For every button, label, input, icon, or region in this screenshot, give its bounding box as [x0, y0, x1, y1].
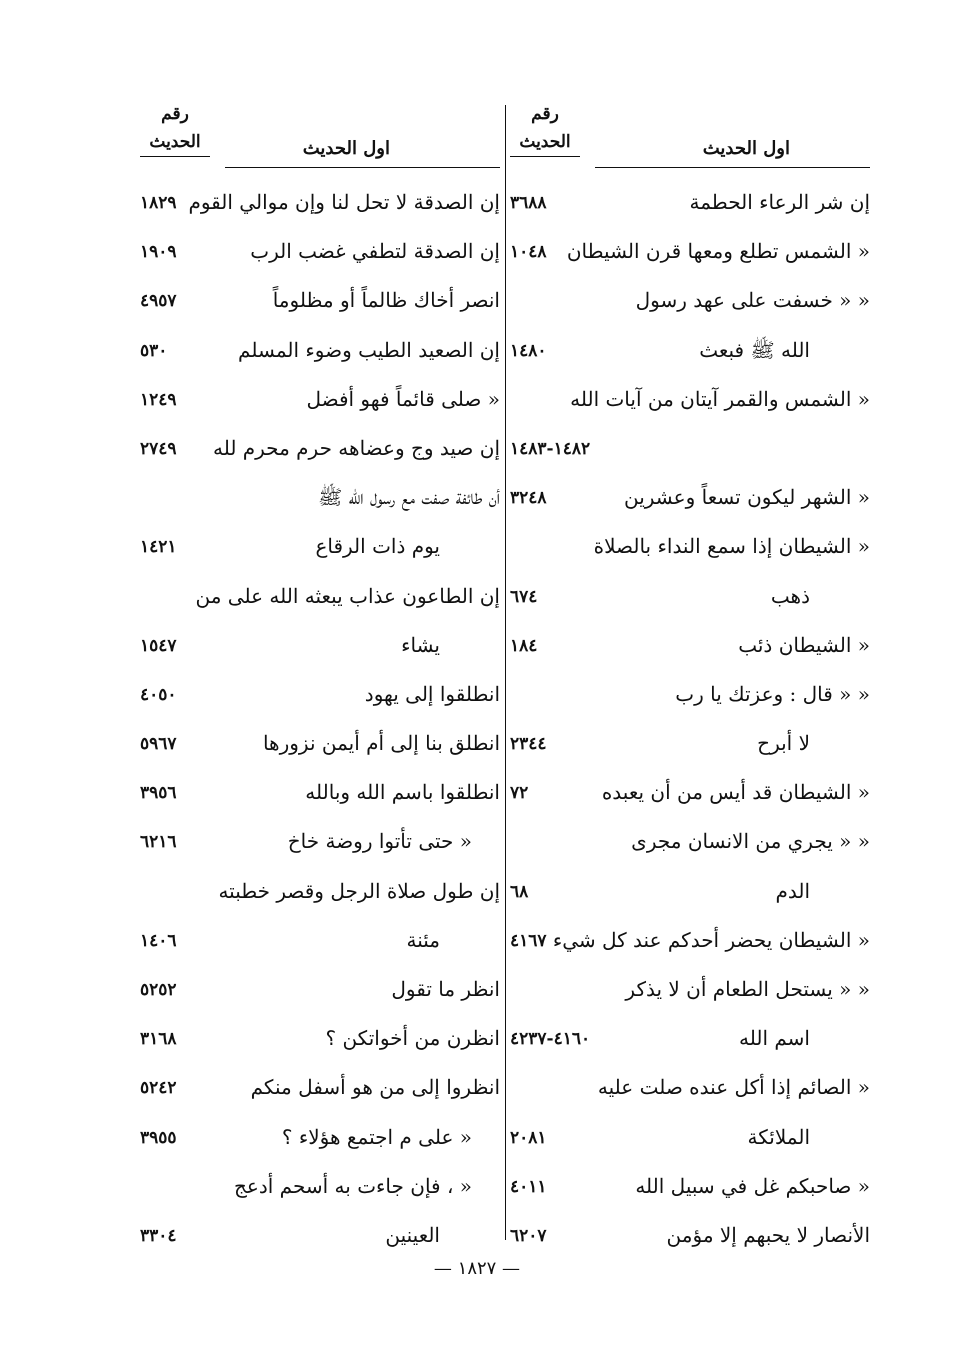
hadith-opening-text: انطلقوا باسم الله وبالله	[305, 780, 500, 805]
hadith-opening-text: « الشهر ليكون تسعاً وعشرين	[623, 485, 870, 510]
hadith-opening-text: « الشيطان يحضر أحدكم عند كل شيء	[552, 927, 870, 952]
hadith-number: ٥٢٤٢	[140, 1078, 177, 1099]
index-entry	[510, 1016, 870, 1065]
hadith-number: ١٥٤٧	[140, 635, 177, 656]
hadith-number: ٦٢١٦	[140, 832, 177, 853]
hadith-opening-text: « صاحبكم غل في سبيل الله	[635, 1173, 870, 1198]
index-entry	[140, 819, 500, 868]
column-header	[510, 100, 870, 180]
hadith-opening-text: « حتى تأتوا روضة خاخ	[287, 829, 472, 854]
index-entry	[510, 475, 870, 524]
column-divider	[505, 105, 506, 1240]
index-entry	[140, 1016, 500, 1065]
hadith-opening-text: انظر ما تقول	[391, 977, 500, 1001]
index-entry	[510, 869, 870, 918]
index-entry	[140, 1065, 500, 1114]
hadith-opening-text: لا أبرح	[757, 731, 810, 756]
index-entry	[510, 623, 870, 672]
hadith-number: ١٨٤	[510, 635, 538, 656]
page-number: — ١٨٢٧ —	[433, 1258, 521, 1279]
hadith-opening-text: انطلقوا إلى يهود	[364, 681, 500, 706]
hadith-opening-text: انصر أخاك ظالماً أو مظلوماً	[272, 288, 500, 313]
index-entry	[140, 1115, 500, 1164]
index-entry	[140, 524, 500, 573]
header-rule	[225, 167, 500, 168]
index-entry	[140, 574, 500, 623]
hadith-number: ١٢٤٩	[140, 389, 177, 410]
hadith-start-heading: اول الحديث	[702, 138, 790, 159]
hadith-opening-text: « الشمس والقمر آيتان من آيات الله	[570, 386, 870, 411]
hadith-number: ١٤٨٢-١٤٨٣	[510, 438, 591, 459]
index-entry	[140, 1213, 500, 1262]
index-entry	[510, 574, 870, 623]
index-entry	[510, 1164, 870, 1213]
index-entry	[510, 1065, 870, 1114]
number-heading-bottom: الحديث	[510, 128, 580, 157]
hadith-opening-text: « على م اجتمع هؤلاء ؟	[281, 1124, 472, 1149]
hadith-opening-text: انظروا إلى من هو أسفل منكم	[250, 1075, 500, 1100]
hadith-number: ١٨٢٩	[140, 193, 177, 213]
hadith-number: ٧٢	[510, 783, 529, 804]
hadith-number: ٤١٦٧	[510, 930, 547, 951]
hadith-opening-text: إن صيد وج وعضاهه حرم محرم لله	[212, 435, 500, 460]
index-entry	[510, 770, 870, 819]
hadith-opening-text: أن طائفة صفت مع رسول الله ﷺ	[318, 485, 500, 510]
hadith-opening-text: يشاء	[401, 632, 440, 657]
hadith-number: ٣٩٥٦	[140, 783, 177, 804]
index-entry	[140, 328, 500, 377]
hadith-opening-text: مئنة	[406, 927, 440, 952]
index-entry	[140, 918, 500, 967]
header-rule	[595, 167, 870, 168]
hadith-number: ٤٠٥٠	[140, 684, 177, 705]
index-entry	[140, 623, 500, 672]
hadith-number: ٢٠٨١	[510, 1127, 547, 1148]
hadith-opening-text: العينين	[385, 1222, 440, 1247]
hadith-number: ٥٩٦٧	[140, 734, 177, 755]
hadith-opening-text: « الشمس تطلع ومعها قرن الشيطان	[566, 239, 870, 264]
hadith-number: ٦٨	[510, 881, 529, 902]
hadith-opening-text: الأنصار لا يحبهم إلا مؤمن	[666, 1222, 870, 1247]
hadith-opening-text: إن الصعيد الطيب وضوء المسلم	[238, 337, 500, 362]
hadith-opening-text: انظرن من أخواتكن ؟	[325, 1026, 500, 1051]
hadith-opening-text: « « قال : وعزتك يا رب	[675, 681, 870, 706]
hadith-number: ٥٢٥٢	[140, 980, 177, 1000]
hadith-number: ٣٢٤٨	[510, 488, 547, 509]
column-header	[140, 100, 500, 180]
hadith-opening-text: إن شر الرعاء الحطمة	[689, 190, 870, 214]
index-entry	[510, 672, 870, 721]
hadith-number: ٣٩٥٥	[140, 1127, 177, 1148]
hadith-opening-text: إن طول صلاة الرجل وقصر خطبته	[218, 878, 500, 903]
hadith-number: ٣١٦٨	[140, 1029, 177, 1050]
hadith-opening-text: اسم الله	[739, 1026, 810, 1051]
index-entry	[140, 475, 500, 524]
left-entries	[140, 180, 500, 1262]
hadith-number: ١٩٠٩	[140, 242, 177, 263]
index-entry	[510, 180, 870, 229]
index-entry	[140, 377, 500, 426]
hadith-opening-text: « « خسفت على عهد رسول	[635, 288, 870, 313]
index-entry	[140, 426, 500, 475]
hadith-number: ٢٣٤٤	[510, 734, 547, 755]
hadith-number: ٤٠١١	[510, 1176, 547, 1197]
hadith-opening-text: إن الطاعون عذاب يبعثه الله على من	[195, 583, 500, 608]
hadith-opening-text: انطلق بنا إلى أم أيمن نزورها	[262, 731, 500, 756]
hadith-opening-text: « « يستحل الطعام أن لا يذكر	[625, 977, 870, 1001]
index-entry	[140, 967, 500, 1016]
left-index-column	[140, 100, 500, 1262]
hadith-number: ١٤٠٦	[140, 930, 177, 951]
index-entry	[510, 524, 870, 573]
hadith-number: ٢٧٤٩	[140, 438, 177, 459]
index-entry	[510, 918, 870, 967]
index-entry	[140, 229, 500, 278]
hadith-opening-text: الله ﷺ فبعث	[699, 337, 810, 362]
hadith-number: ١٤٨٠	[510, 340, 547, 361]
index-entry	[510, 1213, 870, 1262]
hadith-number: ٦٧٤	[510, 586, 538, 607]
hadith-opening-text: « ، فإن جاءت به أسحم أدعج	[234, 1173, 472, 1198]
hadith-opening-text: « « يجري من الانسان مجرى	[631, 829, 870, 854]
hadith-number: ٣٣٠٤	[140, 1225, 177, 1246]
index-entry	[140, 770, 500, 819]
number-heading-top: رقم	[531, 104, 559, 124]
index-entry	[510, 721, 870, 770]
number-heading-bottom: الحديث	[140, 128, 210, 157]
number-heading-top: رقم	[161, 104, 189, 124]
hadith-number: ٣٦٨٨	[510, 193, 547, 213]
index-entry	[140, 672, 500, 721]
index-entry	[510, 426, 870, 475]
index-entry	[140, 721, 500, 770]
hadith-number: ٥٣٠	[140, 340, 168, 361]
hadith-opening-text: إن الصدقة لا تحل لنا وإن موالي القوم	[188, 190, 500, 214]
index-entry	[510, 377, 870, 426]
right-entries	[510, 180, 870, 1262]
hadith-opening-text: الدم	[775, 878, 810, 903]
hadith-number-heading	[510, 100, 580, 157]
hadith-number-heading	[140, 100, 210, 157]
index-entry	[510, 967, 870, 1016]
index-entry	[510, 819, 870, 868]
hadith-number: ٤٩٥٧	[140, 291, 177, 312]
hadith-opening-text: الملائكة	[747, 1124, 810, 1149]
hadith-opening-text: « صلى قائماً فهو أفضل	[306, 386, 500, 411]
hadith-opening-text: « الشيطان قد أيس من أن يعبده	[601, 780, 870, 805]
hadith-start-heading: اول الحديث	[302, 138, 390, 159]
hadith-opening-text: يوم ذات الرقاع	[315, 534, 440, 559]
index-entry	[140, 869, 500, 918]
hadith-opening-text: « الصائم إذا أكل عنده صلت عليه	[597, 1075, 870, 1100]
index-entry	[510, 328, 870, 377]
hadith-opening-text: ذهب	[770, 583, 810, 608]
hadith-opening-text: إن الصدقة لتطفي غضب الرب	[250, 239, 500, 264]
index-entry	[140, 180, 500, 229]
index-entry	[510, 229, 870, 278]
hadith-number: ٤١٦٠-٤٢٣٧	[510, 1029, 591, 1050]
index-entry	[510, 1115, 870, 1164]
hadith-number: ١٠٤٨	[510, 242, 547, 263]
hadith-number: ٦٢٠٧	[510, 1225, 547, 1246]
right-index-column	[510, 100, 870, 1262]
hadith-opening-text: « الشيطان إذا سمع النداء بالصلاة	[593, 534, 870, 559]
index-entry	[140, 278, 500, 327]
index-entry	[140, 1164, 500, 1213]
hadith-opening-text: « الشيطان ذئب	[738, 632, 870, 657]
hadith-number: ١٤٢١	[140, 537, 177, 558]
index-entry	[510, 278, 870, 327]
